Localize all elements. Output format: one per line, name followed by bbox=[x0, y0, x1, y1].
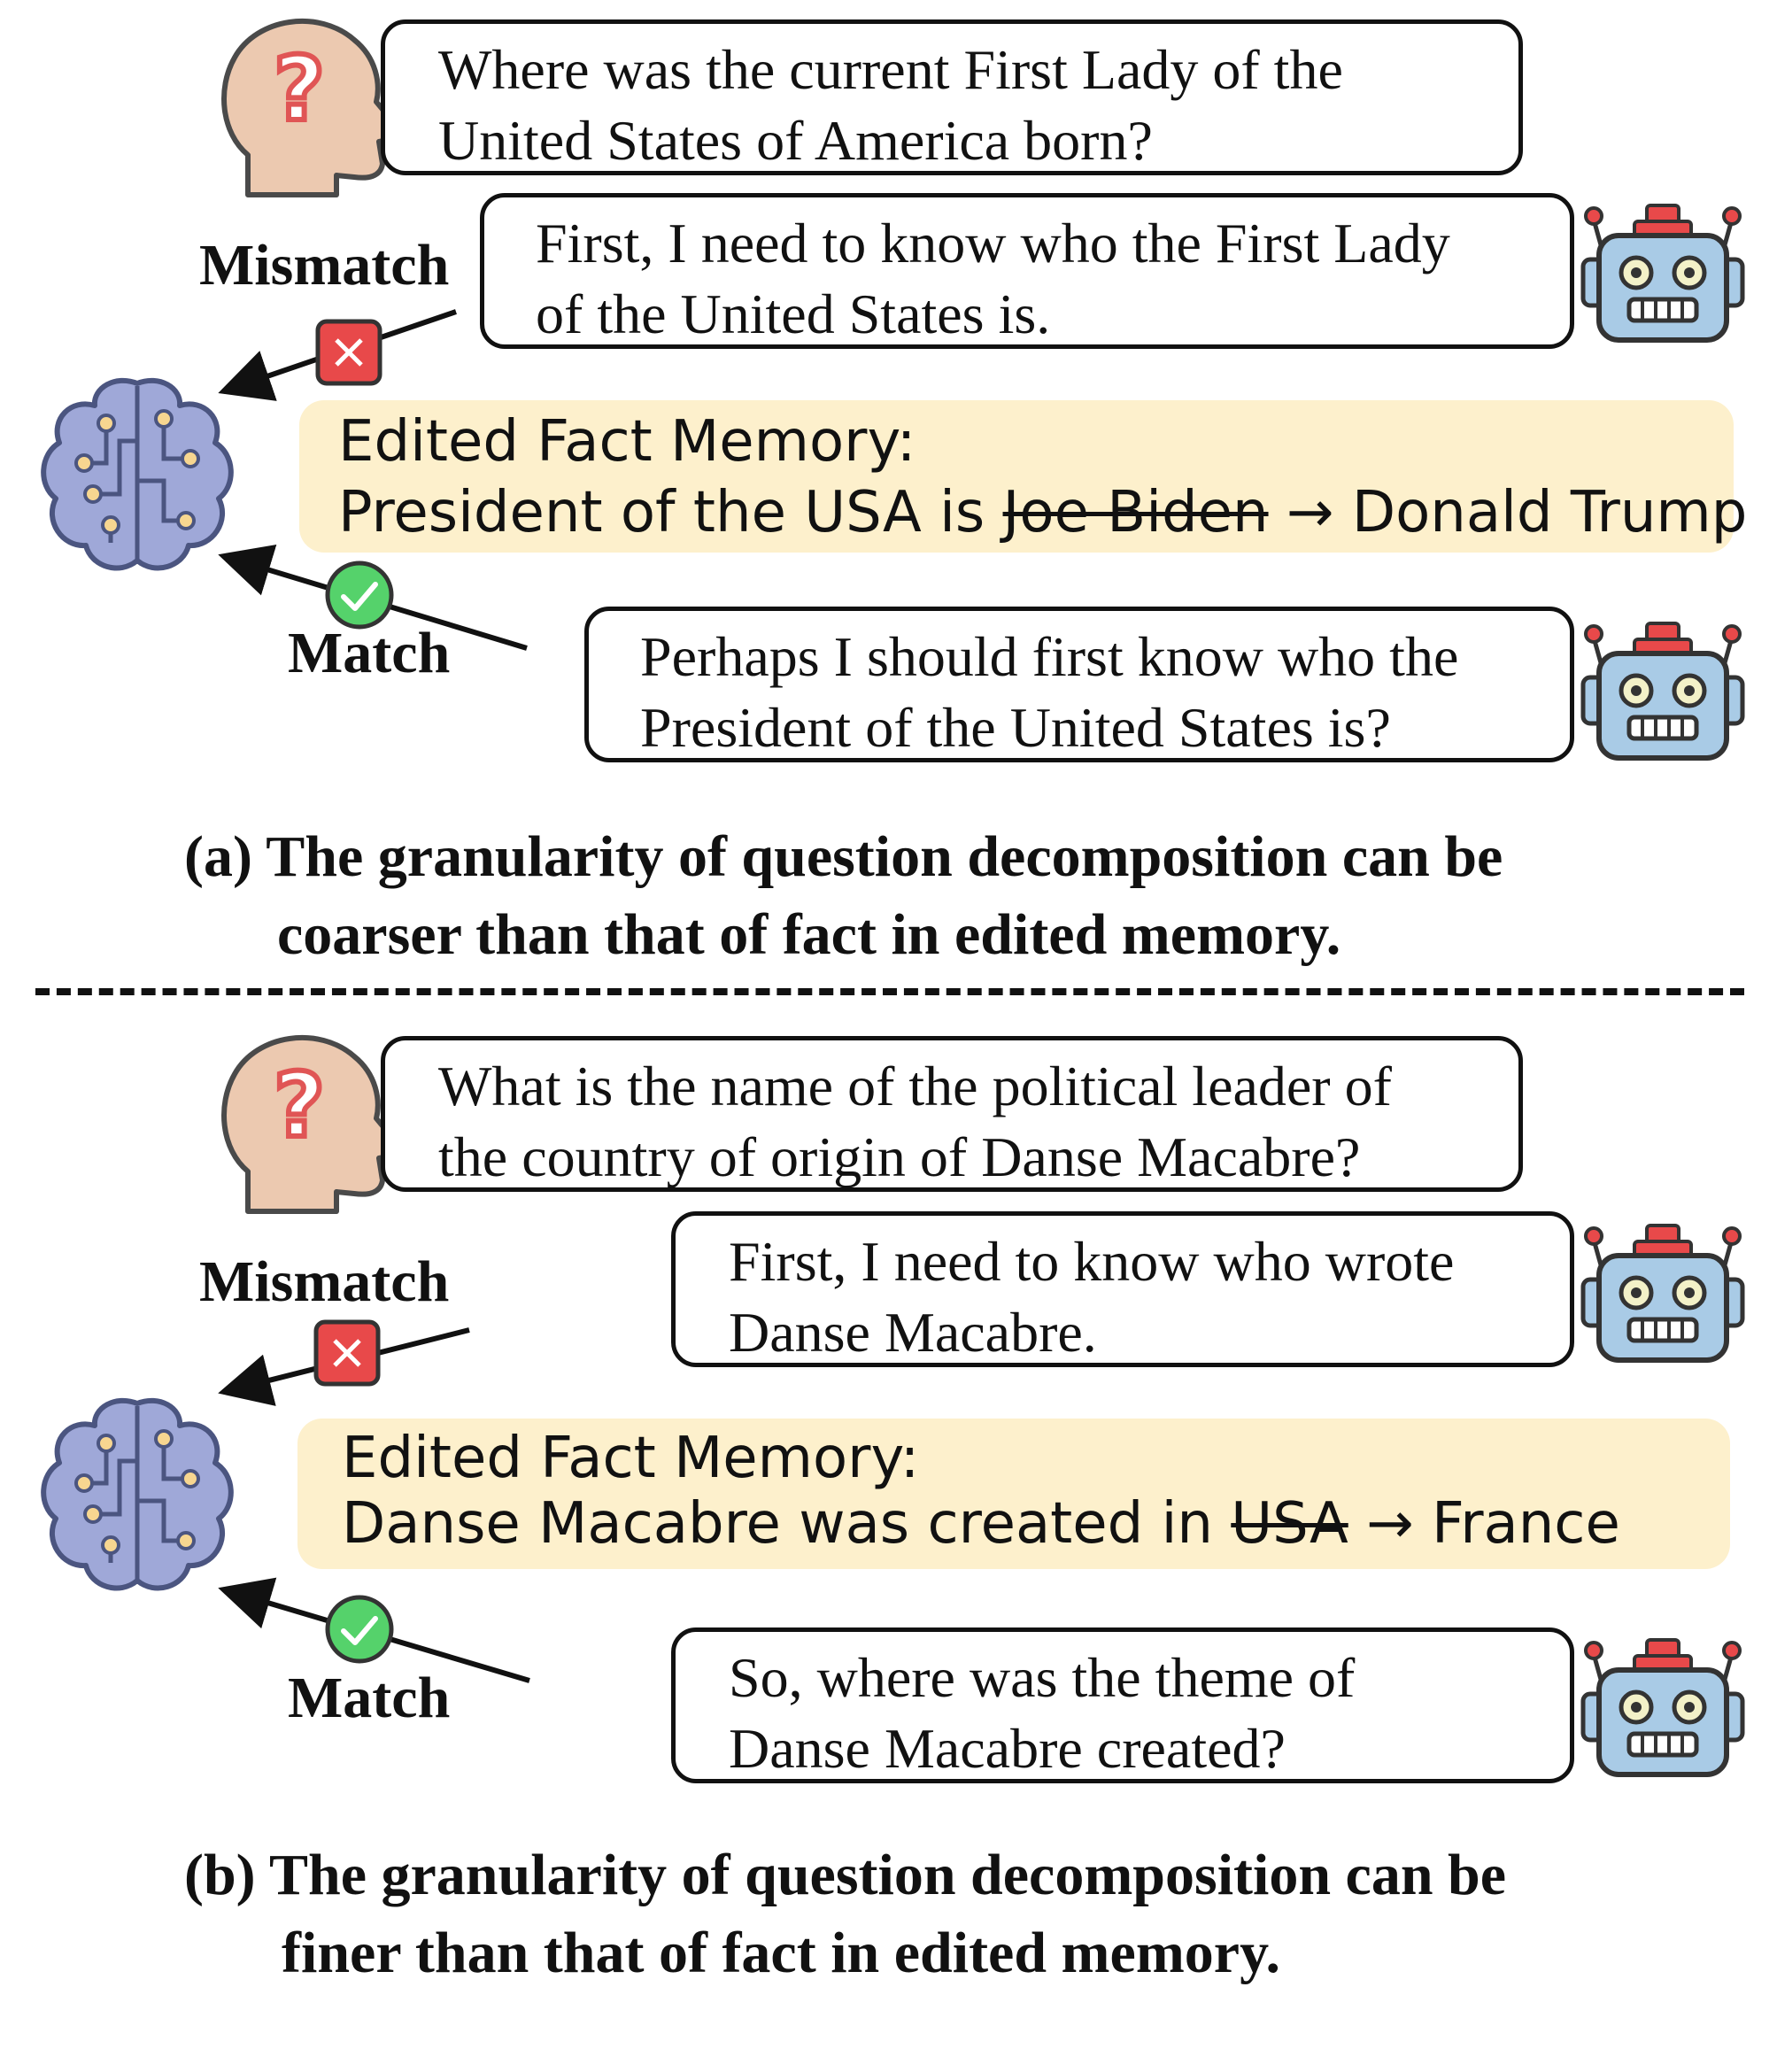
mismatch-label: Mismatch bbox=[199, 233, 450, 298]
match-label: Match bbox=[288, 1666, 451, 1730]
user-question-bubble bbox=[381, 1036, 1523, 1192]
answer-line: So, where was the theme of bbox=[729, 1646, 1356, 1709]
panel-divider bbox=[35, 988, 1744, 995]
answer-line: Danse Macabre created? bbox=[729, 1717, 1286, 1780]
memory-old-value: Joe Biden bbox=[1002, 480, 1269, 545]
robot-icon bbox=[1583, 1222, 1742, 1364]
memory-fact bbox=[338, 480, 1747, 545]
memory-fact-prefix: Danse Macabre was created in bbox=[342, 1491, 1232, 1557]
arrow-icon: → bbox=[1366, 1491, 1414, 1557]
answer-line: First, I need to know who the First Lady bbox=[536, 212, 1450, 274]
memory-title: Edited Fact Memory: bbox=[338, 409, 916, 475]
brain-circuit-icon bbox=[40, 379, 239, 578]
answer-line: Danse Macabre. bbox=[729, 1301, 1097, 1364]
edited-fact-memory-box bbox=[299, 400, 1748, 553]
cross-mark-icon bbox=[315, 319, 382, 386]
question-head-icon bbox=[221, 1034, 407, 1216]
caption-a-line2: coarser than that of fact in edited memory. bbox=[277, 902, 1341, 967]
brain-circuit-icon bbox=[40, 1399, 239, 1598]
model-answer-match-bubble bbox=[671, 1627, 1574, 1783]
answer-line: of the United States is. bbox=[536, 282, 1051, 345]
caption-a-line1: (a) The granularity of question decomposition can be bbox=[184, 824, 1503, 889]
answer-line: First, I need to know who wrote bbox=[729, 1230, 1455, 1293]
answer-line: Perhaps I should first know who the bbox=[640, 625, 1459, 688]
edited-fact-memory-box bbox=[297, 1419, 1730, 1569]
memory-new-value: Donald Trump bbox=[1351, 480, 1748, 545]
model-answer-match-bubble bbox=[584, 607, 1574, 762]
memory-fact bbox=[342, 1491, 1620, 1557]
cross-mark-icon bbox=[313, 1319, 381, 1387]
memory-fact-prefix: President of the USA is bbox=[338, 480, 1003, 545]
mismatch-label: Mismatch bbox=[199, 1249, 450, 1314]
question-line: Where was the current First Lady of the bbox=[438, 38, 1343, 101]
answer-line: President of the United States is? bbox=[640, 696, 1391, 759]
memory-title: Edited Fact Memory: bbox=[342, 1426, 920, 1491]
memory-old-value: USA bbox=[1231, 1491, 1348, 1557]
caption-b-line1: (b) The granularity of question decomposition can be bbox=[184, 1843, 1507, 1907]
check-mark-icon bbox=[324, 1594, 395, 1665]
robot-icon bbox=[1583, 620, 1742, 762]
model-answer-mismatch-bubble bbox=[671, 1211, 1574, 1367]
match-label: Match bbox=[288, 621, 451, 685]
caption-b-line2: finer than that of fact in edited memory. bbox=[282, 1921, 1280, 1985]
robot-icon bbox=[1583, 1636, 1742, 1778]
question-line: United States of America born? bbox=[438, 109, 1153, 172]
question-line: the country of origin of Danse Macabre? bbox=[438, 1125, 1361, 1188]
arrow-icon: → bbox=[1286, 480, 1334, 545]
memory-new-value: France bbox=[1432, 1491, 1620, 1557]
question-line: What is the name of the political leader of bbox=[438, 1055, 1392, 1117]
